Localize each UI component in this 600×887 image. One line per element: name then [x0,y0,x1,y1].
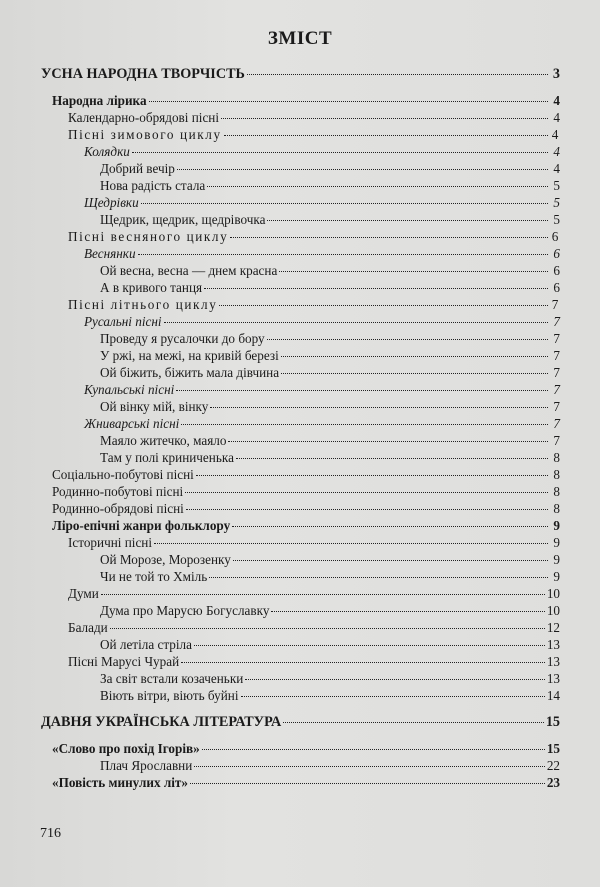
toc-entry [100,161,560,177]
toc-entry-title: Проведу я русалочки до бору [100,331,265,346]
toc-entry-page: 23 [546,775,560,790]
dot-leader [149,101,548,102]
toc-entry-page: 10 [546,603,560,618]
toc-entry [68,110,560,126]
toc-entry [52,518,560,534]
toc-entry [100,450,560,466]
toc-entry-page: 7 [553,314,560,329]
toc-entry [100,758,560,774]
dot-leader [202,749,545,750]
dot-leader [176,390,548,391]
dot-leader [267,220,548,221]
toc-entry-title: Пісні Марусі Чурай [68,654,180,669]
toc-entry [68,586,560,602]
toc-entry-title: Купальські пісні [84,382,175,397]
toc-entry-title: Календарно-обрядові пісні [68,110,220,125]
dot-leader [181,424,548,425]
toc-entry-page: 10 [546,586,560,601]
toc-entry-title: За світ встали козаченьки [100,671,244,686]
toc-entry-page: 14 [546,688,560,703]
toc-entry [100,671,560,687]
toc-entry-title: Історичні пісні [68,535,153,550]
dot-leader [236,458,548,459]
toc-entry-title: Ой летіла стріла [100,637,192,652]
toc-entry [52,501,560,517]
toc-entry [68,654,560,670]
dot-leader [279,271,548,272]
toc-entry-title: «Слово про похід Ігорів» [52,741,200,756]
dot-leader [190,783,545,784]
toc-entry-page: 7 [553,348,560,363]
toc-entry-page: 15 [546,741,560,756]
toc-entry-title: Думи [68,586,99,601]
toc-entry [100,212,560,228]
dot-leader [185,492,548,493]
dot-leader [267,339,548,340]
toc-entry [84,246,560,262]
toc-entry [52,484,560,500]
toc-entry-title: Там у полі криниченька [100,450,234,465]
dot-leader [101,594,545,595]
toc-entry [68,535,560,551]
dot-leader [164,322,548,323]
toc-entry-title: Чи не той то Хміль [100,569,208,584]
dot-leader [245,679,545,680]
toc-entry [100,263,560,279]
toc-entry [100,178,560,194]
toc-entry [100,688,560,704]
toc-entry-title: Соціально-побутові пісні [52,467,194,482]
toc-entry-title: Балади [68,620,108,635]
toc-entry-page: 4 [553,93,560,108]
dot-leader [194,766,545,767]
dot-leader [141,203,548,204]
toc-entry-page: 22 [546,758,560,773]
dot-leader [232,526,548,527]
toc-entry-page: 3 [552,66,560,82]
toc-entry-page: 6 [551,229,560,244]
toc-entry [100,280,560,296]
toc-entry-page: 4 [553,144,560,159]
dot-leader [230,237,548,238]
toc-entry-page: 8 [553,467,560,482]
toc-entry [100,637,560,653]
toc-entry [84,144,560,160]
page-title: ЗМІСТ [267,28,333,49]
toc-entry [84,416,560,432]
toc-entry-page: 8 [553,450,560,465]
dot-leader [204,288,548,289]
dot-leader [132,152,548,153]
toc-entry-title: Щедрик, щедрик, щедрівочка [100,212,266,227]
toc-entry [100,569,560,585]
dot-leader [221,118,548,119]
toc-entry-title: Пісні зимового циклу [68,127,222,142]
dot-leader [209,577,548,578]
toc-entry [52,93,560,109]
dot-leader [271,611,544,612]
toc-entry-page: 7 [553,365,560,380]
toc-entry [100,331,560,347]
toc-entry-page: 8 [553,484,560,499]
page-number: 716 [40,826,61,841]
dot-leader [210,407,548,408]
toc-entry [68,229,560,245]
toc-entry-title: Пісні весняного циклу [68,229,229,244]
toc-entry-title: УСНА НАРОДНА ТВОРЧІСТЬ [41,66,245,82]
toc-entry-title: Родинно-побутові пісні [52,484,184,499]
toc-entry [100,365,560,381]
toc-entry [84,382,560,398]
toc-entry-title: Плач Ярославни [100,758,193,773]
toc-entry-title: Маяло житечко, маяло [100,433,227,448]
toc-entry-page: 7 [553,382,560,397]
toc-entry [68,620,560,636]
dot-leader [154,543,548,544]
toc-entry-page: 15 [545,714,560,730]
toc-entry-title: Колядки [84,144,130,159]
toc-entry-title: ДАВНЯ УКРАЇНСЬКА ЛІТЕРАТУРА [41,714,282,730]
toc-entry-page: 13 [546,671,560,686]
toc-entry-title: Народна лірика [52,93,147,108]
dot-leader [207,186,548,187]
toc-entry-page: 9 [553,569,560,584]
toc-entry-title: Ой весна, весна — днем красна [100,263,278,278]
toc-entry [68,297,560,313]
toc-entry-page: 7 [553,331,560,346]
toc-entry [84,195,560,211]
toc-entry-page: 9 [553,535,560,550]
toc-entry [68,127,560,143]
toc-entry-page: 9 [553,552,560,567]
toc-entry [100,433,560,449]
toc-entry-page: 13 [546,637,560,652]
toc-entry [100,348,560,364]
toc-entry-page: 6 [553,246,560,261]
toc-entry-title: Добрий вечір [100,161,175,176]
toc-entry-title: Ой Морозе, Морозенку [100,552,231,567]
toc-entry-title: Родинно-обрядові пісні [52,501,184,516]
toc-entry-title: Ой вінку мій, вінку [100,399,209,414]
toc-entry [41,714,560,730]
toc-entry-title: Пісні літнього циклу [68,297,218,312]
toc-entry [41,66,560,82]
toc-entry-title: Віють вітри, віють буйні [100,688,239,703]
toc-entry [52,775,560,791]
toc-entry-page: 4 [553,110,560,125]
dot-leader [177,169,548,170]
toc-entry-page: 6 [553,263,560,278]
toc-entry-page: 6 [553,280,560,295]
toc-entry-page: 5 [553,212,560,227]
dot-leader [224,135,548,136]
dot-leader [196,475,548,476]
toc-entry-page: 4 [551,127,560,142]
dot-leader [241,696,545,697]
toc-entry-title: Русальні пісні [84,314,162,329]
toc-entry-title: Нова радість стала [100,178,206,193]
dot-leader [228,441,548,442]
toc-entry-page: 7 [553,433,560,448]
dot-leader [181,662,545,663]
dot-leader [281,373,548,374]
toc-entry-page: 8 [553,501,560,516]
toc-entry-page: 7 [553,399,560,414]
dot-leader [247,74,548,75]
toc-entry-title: Жниварські пісні [84,416,180,431]
toc-entry-page: 4 [553,161,560,176]
toc-entry-page: 12 [546,620,560,635]
dot-leader [219,305,548,306]
toc-entry [84,314,560,330]
toc-entry-page: 7 [553,416,560,431]
dot-leader [110,628,545,629]
toc-entry-page: 13 [546,654,560,669]
toc-entry-page: 9 [553,518,560,533]
toc-entry [100,603,560,619]
toc-entry [100,552,560,568]
toc-entry-title: У ржі, на межі, на кривій березі [100,348,279,363]
dot-leader [233,560,548,561]
dot-leader [186,509,548,510]
toc-entry-title: Дума про Марусю Богуславку [100,603,270,618]
toc-entry-title: Ліро-епічні жанри фольклору [52,518,231,533]
toc-entry-page: 5 [553,178,560,193]
toc-entry-page: 7 [551,297,560,312]
dot-leader [194,645,545,646]
toc-entry [52,741,560,757]
dot-leader [283,722,544,723]
toc-entry-page: 5 [553,195,560,210]
toc-entry [52,467,560,483]
toc-entry-title: Ой біжить, біжить мала дівчина [100,365,280,380]
dot-leader [138,254,548,255]
toc-entry-title: А в кривого танця [100,280,203,295]
dot-leader [281,356,548,357]
toc-entry [100,399,560,415]
toc-entry-title: Щедрівки [84,195,139,210]
toc-entry-title: Веснянки [84,246,136,261]
toc-entry-title: «Повість минулих літ» [52,775,188,790]
